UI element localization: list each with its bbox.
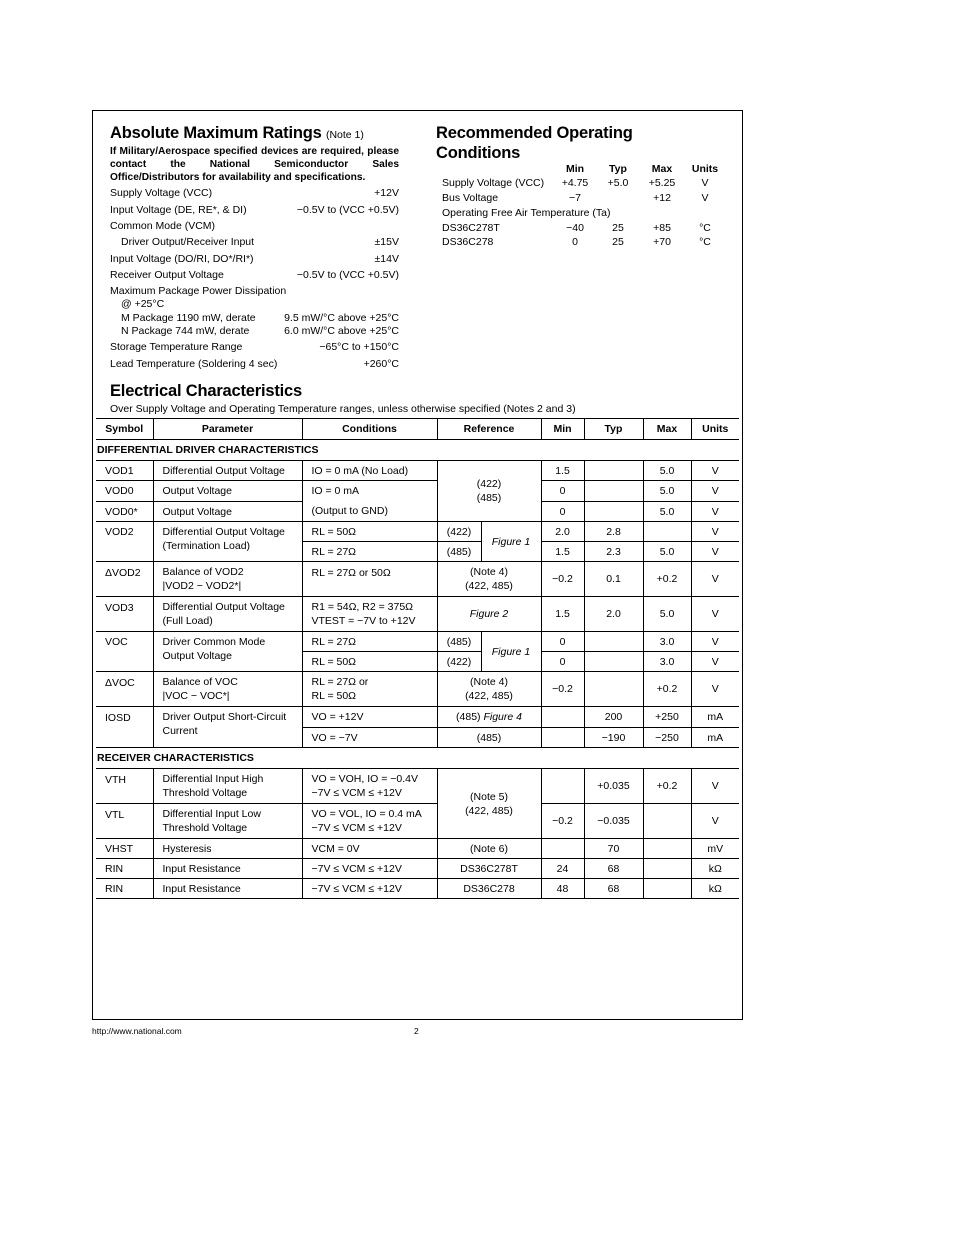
cell-typ: 2.8	[584, 522, 643, 542]
cell-symbol: VOD0	[96, 481, 153, 502]
cell-parameter: Hysteresis	[153, 839, 302, 859]
cell-reference: DS36C278T	[437, 859, 541, 879]
rating-value: ±14V	[374, 253, 399, 265]
cell-max: −250	[643, 728, 691, 748]
ref-text: (422, 485)	[465, 690, 513, 702]
param-text: |VOC − VOC*|	[162, 690, 230, 702]
cell-units: V	[691, 522, 739, 542]
cell-max: 3.0	[643, 652, 691, 672]
rating-label: Lead Temperature (Soldering 4 sec)	[110, 358, 278, 370]
cell-reference: (422)	[437, 522, 481, 542]
cell-reference: (485)	[437, 728, 541, 748]
cond-text: RL = 50Ω	[311, 690, 357, 702]
cell-parameter	[153, 562, 302, 597]
th-max: Max	[643, 419, 691, 440]
table-row	[96, 461, 739, 481]
rating-lead-temp	[110, 358, 399, 371]
cell-units: V	[691, 481, 739, 502]
cell-units: mA	[691, 728, 739, 748]
cell-units: kΩ	[691, 859, 739, 879]
cell-max: 5.0	[643, 481, 691, 502]
cell-units: mA	[691, 707, 739, 728]
cell-reference: DS36C278	[437, 879, 541, 899]
roc-supply-label: Supply Voltage (VCC)	[442, 177, 545, 189]
table-row	[96, 562, 739, 597]
rating-value: +260°C	[363, 358, 399, 370]
cell-figure: Figure 1	[481, 632, 541, 672]
ref-text: (422)	[476, 478, 502, 490]
cell-max	[643, 804, 691, 839]
section-title: RECEIVER CHARACTERISTICS	[96, 748, 739, 769]
cond-text: RL = 27Ω or	[311, 676, 369, 688]
roc-t2-max: +70	[653, 236, 671, 248]
roc-t2-label: DS36C278	[442, 236, 494, 248]
cell-parameter: Input Resistance	[153, 879, 302, 899]
table-row	[96, 597, 739, 632]
roc-header-min: Min	[565, 163, 585, 175]
cell-condition: RL = 50Ω	[302, 652, 437, 672]
cell-max: +0.2	[643, 672, 691, 707]
param-text: Driver Output Short-Circuit	[162, 711, 287, 723]
rating-value: −0.5V to (VCC +0.5V)	[296, 269, 399, 281]
cell-typ: 2.3	[584, 542, 643, 562]
cell-max: 5.0	[643, 542, 691, 562]
table-row	[96, 707, 739, 728]
param-text: (Full Load)	[162, 615, 213, 627]
ref-text: (422, 485)	[465, 580, 513, 592]
th-units: Units	[691, 419, 739, 440]
roc-t1-units: °C	[699, 222, 711, 234]
cell-condition	[302, 804, 437, 839]
cell-parameter	[153, 632, 302, 672]
cell-max: +0.2	[643, 562, 691, 597]
cell-condition	[302, 672, 437, 707]
cell-reference	[437, 707, 541, 728]
cell-units: V	[691, 652, 739, 672]
cell-condition: −7V ≤ VCM ≤ +12V	[302, 879, 437, 899]
roc-bus-min: −7	[569, 192, 581, 204]
elec-heading	[110, 381, 302, 401]
rating-power-at	[110, 298, 399, 311]
cell-min	[541, 769, 584, 804]
cell-typ: 68	[584, 879, 643, 899]
cell-reference	[437, 562, 541, 597]
cell-condition	[302, 769, 437, 804]
cell-reference	[437, 769, 541, 839]
rating-value: ±15V	[374, 236, 399, 248]
elec-title: Electrical Characteristics	[110, 382, 302, 400]
cell-condition: VCM = 0V	[302, 839, 437, 859]
cell-reference	[437, 461, 541, 522]
roc-bus-max: +12	[653, 192, 671, 204]
ref-text: (Note 4)	[470, 676, 508, 688]
rating-label: N Package 744 mW, derate	[121, 325, 250, 337]
cell-symbol: VOC	[96, 632, 153, 672]
cell-max: +250	[643, 707, 691, 728]
rating-label: Input Voltage (DE, RE*, & DI)	[110, 204, 247, 216]
rating-input-voltage	[110, 253, 399, 266]
param-text: (Termination Load)	[162, 540, 251, 552]
cell-parameter	[153, 522, 302, 562]
roc-t2-min: 0	[572, 236, 578, 248]
cell-units: V	[691, 804, 739, 839]
cell-units: V	[691, 672, 739, 707]
rating-value: 9.5 mW/°C above +25°C	[284, 312, 399, 324]
cell-units: V	[691, 502, 739, 522]
cell-symbol: VOD2	[96, 522, 153, 562]
roc-supply-units: V	[701, 177, 709, 189]
cell-min: 1.5	[541, 597, 584, 632]
cell-condition: RL = 50Ω	[302, 522, 437, 542]
roc-header-typ: Typ	[609, 163, 627, 175]
cell-min: 1.5	[541, 461, 584, 481]
rating-common-mode	[110, 220, 399, 233]
cell-typ	[584, 461, 643, 481]
param-text: Differential Output Voltage	[162, 601, 285, 613]
cell-units: V	[691, 461, 739, 481]
cell-parameter: Differential Output Voltage	[153, 461, 302, 481]
cell-symbol: ΔVOD2	[96, 562, 153, 597]
roc-temp-label: Operating Free Air Temperature (Ta)	[442, 207, 611, 219]
footer-url[interactable]: http://www.national.com	[92, 1026, 182, 1036]
cell-condition	[302, 597, 437, 632]
rating-value: −65°C to +150°C	[319, 341, 399, 353]
ref-text: (485)	[476, 492, 502, 504]
cell-condition: VO = −7V	[302, 728, 437, 748]
ref-figure: Figure 4	[483, 711, 522, 723]
roc-supply-max: +5.25	[648, 177, 676, 189]
th-typ: Typ	[584, 419, 643, 440]
rating-storage	[110, 341, 399, 354]
cond-text: −7V ≤ VCM ≤ +12V	[311, 787, 402, 799]
cell-symbol: RIN	[96, 859, 153, 879]
cell-symbol: RIN	[96, 879, 153, 899]
cell-reference: (485)	[437, 542, 481, 562]
electrical-table	[96, 418, 739, 899]
cell-typ	[584, 672, 643, 707]
param-text: Threshold Voltage	[162, 822, 248, 834]
param-text: Output Voltage	[162, 650, 232, 662]
cell-units: V	[691, 769, 739, 804]
cell-typ: 200	[584, 707, 643, 728]
military-notice: If Military/Aerospace specified devices are required, please contact the National Semiconductor Sales Office/Distributors for availability and specifications.	[110, 146, 399, 183]
roc-t1-max: +85	[653, 222, 671, 234]
cell-units: V	[691, 562, 739, 597]
cell-typ: −0.035	[584, 804, 643, 839]
cell-max: 5.0	[643, 502, 691, 522]
roc-supply-typ: +5.0	[607, 177, 629, 189]
table-row	[96, 804, 739, 839]
elec-subtitle: Over Supply Voltage and Operating Temperature ranges, unless otherwise specified (Notes 2 and 3)	[110, 403, 576, 415]
cell-parameter	[153, 769, 302, 804]
cell-parameter	[153, 672, 302, 707]
table-row	[96, 632, 739, 652]
cell-typ: 68	[584, 859, 643, 879]
param-text: Balance of VOD2	[162, 566, 244, 578]
cell-max	[643, 839, 691, 859]
cell-symbol: VOD0*	[96, 502, 153, 522]
cell-symbol: VHST	[96, 839, 153, 859]
cell-symbol: VOD1	[96, 461, 153, 481]
cell-symbol: ΔVOC	[96, 672, 153, 707]
cell-condition: VO = +12V	[302, 707, 437, 728]
table-row	[96, 839, 739, 859]
rating-receiver-output	[110, 269, 399, 282]
roc-header-units: Units	[691, 163, 719, 175]
rating-label: Common Mode (VCM)	[110, 220, 216, 232]
cond-text: VTEST = −7V to +12V	[311, 615, 416, 627]
cond-text: R1 = 54Ω, R2 = 375Ω	[311, 601, 414, 613]
cell-min: 0	[541, 502, 584, 522]
cell-condition: RL = 27Ω	[302, 542, 437, 562]
cell-typ: 0.1	[584, 562, 643, 597]
param-text: Differential Output Voltage	[162, 526, 285, 538]
roc-header-max: Max	[651, 163, 673, 175]
cell-max	[643, 859, 691, 879]
rating-label: @ +25°C	[121, 298, 165, 310]
table-row	[96, 879, 739, 899]
th-symbol: Symbol	[96, 419, 153, 440]
cell-max	[643, 879, 691, 899]
rating-supply	[110, 187, 399, 200]
cell-condition: RL = 27Ω or 50Ω	[302, 562, 437, 597]
cell-reference: (485)	[437, 632, 481, 652]
cond-text: −7V ≤ VCM ≤ +12V	[311, 822, 402, 834]
table-row	[96, 769, 739, 804]
cell-figure: Figure 1	[481, 522, 541, 562]
param-text: |VOD2 − VOD2*|	[162, 580, 242, 592]
rating-driver-output	[110, 236, 399, 249]
th-conditions: Conditions	[302, 419, 437, 440]
cond-text: VO = VOH, IO = −0.4V	[311, 773, 419, 785]
roc-heading	[436, 123, 633, 163]
roc-t1-min: −40	[566, 222, 584, 234]
page-number: 2	[414, 1026, 419, 1036]
cell-min: −0.2	[541, 672, 584, 707]
rating-n-package	[110, 325, 399, 338]
cell-typ	[584, 632, 643, 652]
rating-label: M Package 1190 mW, derate	[121, 312, 256, 324]
cell-typ	[584, 652, 643, 672]
cell-typ	[584, 502, 643, 522]
rating-label: Receiver Output Voltage	[110, 269, 224, 281]
param-text: Driver Common Mode	[162, 636, 266, 648]
cell-typ: −190	[584, 728, 643, 748]
table-row	[96, 502, 739, 522]
cell-symbol: IOSD	[96, 707, 153, 748]
cell-min	[541, 839, 584, 859]
rating-m-package	[110, 312, 399, 325]
rating-label: Maximum Package Power Dissipation	[110, 285, 287, 297]
rating-value: −0.5V to (VCC +0.5V)	[296, 204, 399, 216]
cell-condition: IO = 0 mA	[302, 481, 437, 502]
cell-units: V	[691, 542, 739, 562]
cell-condition: −7V ≤ VCM ≤ +12V	[302, 859, 437, 879]
cell-min: 1.5	[541, 542, 584, 562]
rating-input	[110, 204, 399, 217]
table-row	[96, 672, 739, 707]
param-text: Differential Input High	[162, 773, 264, 785]
ref-text: (485)	[456, 711, 481, 723]
rating-label: Driver Output/Receiver Input	[121, 236, 255, 248]
cell-parameter	[153, 707, 302, 748]
table-row	[96, 522, 739, 542]
cell-parameter: Input Resistance	[153, 859, 302, 879]
rating-power-dissipation	[110, 285, 399, 298]
section-title: DIFFERENTIAL DRIVER CHARACTERISTICS	[96, 440, 739, 461]
cell-units: mV	[691, 839, 739, 859]
ref-text: (Note 5)	[470, 790, 508, 803]
cell-parameter: Output Voltage	[153, 481, 302, 502]
cell-min: 24	[541, 859, 584, 879]
cell-units: V	[691, 632, 739, 652]
abs-max-heading	[110, 123, 410, 145]
table-row	[96, 481, 739, 502]
cell-typ: 70	[584, 839, 643, 859]
rating-label: Storage Temperature Range	[110, 341, 243, 353]
cell-typ: +0.035	[584, 769, 643, 804]
cell-parameter	[153, 597, 302, 632]
abs-max-note: (Note 1)	[325, 129, 364, 141]
ref-text: (422, 485)	[465, 804, 513, 817]
rating-label: Supply Voltage (VCC)	[110, 187, 213, 199]
roc-t1-typ: 25	[612, 222, 624, 234]
cell-min: 2.0	[541, 522, 584, 542]
cell-min	[541, 728, 584, 748]
cell-symbol: VTH	[96, 769, 153, 804]
cell-min: 48	[541, 879, 584, 899]
ref-text: (Note 4)	[470, 566, 508, 578]
rating-value: +12V	[374, 187, 399, 199]
param-text: Differential Input Low	[162, 808, 261, 820]
cond-text: VO = VOL, IO = 0.4 mA	[311, 808, 422, 820]
th-parameter: Parameter	[153, 419, 302, 440]
cell-parameter: Output Voltage	[153, 502, 302, 522]
param-text: Balance of VOC	[162, 676, 238, 688]
cell-min: −0.2	[541, 562, 584, 597]
section-driver	[96, 440, 739, 461]
roc-t2-typ: 25	[612, 236, 624, 248]
table-row	[96, 859, 739, 879]
th-reference: Reference	[437, 419, 541, 440]
cell-max: 5.0	[643, 461, 691, 481]
roc-title-line1: Recommended Operating	[436, 124, 633, 142]
cell-typ	[584, 481, 643, 502]
roc-t1-label: DS36C278T	[442, 222, 500, 234]
cell-min: 0	[541, 632, 584, 652]
roc-supply-min: +4.75	[561, 177, 589, 189]
cell-min: 0	[541, 481, 584, 502]
abs-max-title: Absolute Maximum Ratings	[110, 124, 322, 142]
cell-max	[643, 522, 691, 542]
param-text: Current	[162, 725, 198, 737]
cell-reference: (Note 6)	[437, 839, 541, 859]
cell-reference: (422)	[437, 652, 481, 672]
roc-bus-units: V	[701, 192, 709, 204]
cell-units: kΩ	[691, 879, 739, 899]
cell-parameter	[153, 804, 302, 839]
cell-min: −0.2	[541, 804, 584, 839]
cell-condition: (Output to GND)	[302, 502, 437, 522]
param-text: Threshold Voltage	[162, 787, 248, 799]
th-min: Min	[541, 419, 584, 440]
cell-min: 0	[541, 652, 584, 672]
section-receiver	[96, 748, 739, 769]
cell-max: 5.0	[643, 597, 691, 632]
cell-typ: 2.0	[584, 597, 643, 632]
cell-units: V	[691, 597, 739, 632]
cell-symbol: VOD3	[96, 597, 153, 632]
cell-condition: RL = 27Ω	[302, 632, 437, 652]
cell-reference	[437, 672, 541, 707]
cell-symbol: VTL	[96, 804, 153, 839]
cell-max: +0.2	[643, 769, 691, 804]
rating-label: Input Voltage (DO/RI, DO*/RI*)	[110, 253, 254, 265]
cell-max: 3.0	[643, 632, 691, 652]
cell-reference: Figure 2	[437, 597, 541, 632]
rating-value: 6.0 mW/°C above +25°C	[284, 325, 399, 337]
table-header	[96, 419, 739, 440]
cell-condition: IO = 0 mA (No Load)	[302, 461, 437, 481]
roc-t2-units: °C	[699, 236, 711, 248]
roc-title-line2: Conditions	[436, 144, 521, 162]
cell-min	[541, 707, 584, 728]
roc-bus-label: Bus Voltage	[442, 192, 499, 204]
